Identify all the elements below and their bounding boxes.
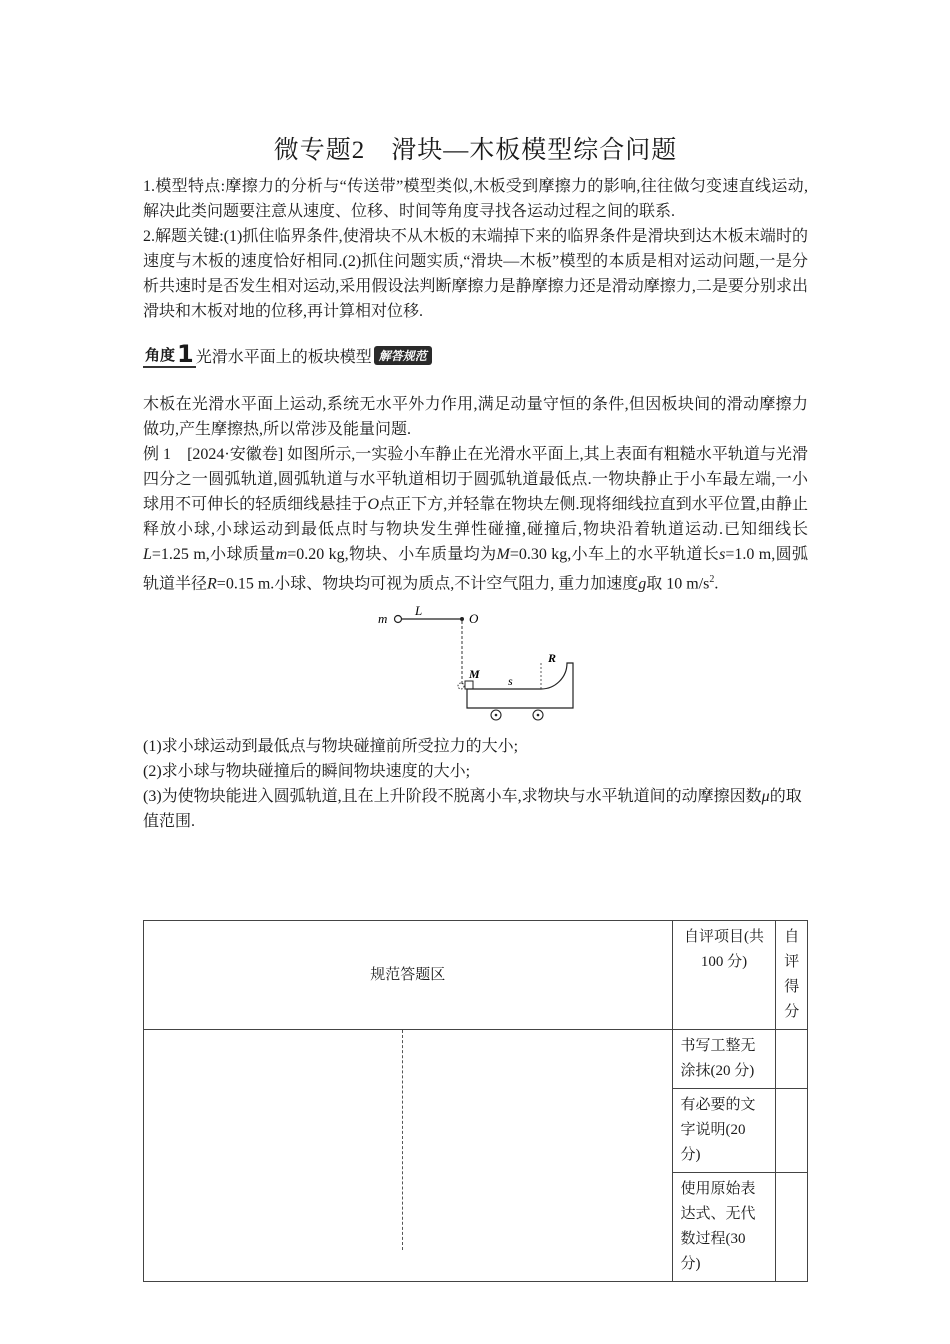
figure-label-O: O bbox=[469, 611, 479, 627]
question-2: (2)求小球与物块碰撞后的瞬间物块速度的大小; bbox=[143, 763, 471, 781]
self-score-header: 自评得分 bbox=[776, 921, 808, 1030]
figure-label-s: s bbox=[508, 674, 513, 689]
score-cell-1[interactable] bbox=[776, 1030, 808, 1089]
angle-heading bbox=[143, 340, 808, 370]
eval-item-1: 书写工整无涂抹(20 分) bbox=[672, 1030, 776, 1089]
figure-label-m: m bbox=[378, 611, 388, 627]
angle-badge-number: 1 bbox=[177, 340, 194, 368]
mu-symbol: μ bbox=[761, 788, 770, 806]
example-1-text: 例 1 [2024·安徽卷] 如图所示,一实验小车静止在光滑水平面上,其上表面有粗糙水平轨道与光滑四分之一圆弧轨道,圆弧轨道与水平轨道相切于圆弧轨道最低点.一物块静止于小车最左端,一小球用不可伸长的轻质细线悬挂于O点正下方,并轻靠在物块左侧.现将细线拉直到水平位置,由静止释放小球,小球运动到最低点时与物块发生弹性碰撞,碰撞后,物块沿着轨道运动.已知细线长L=1.25 m,小球质量m=0.20 kg,物块、小车质量均为M=0.30 kg,小车上的水平轨道长s=1.0 m,圆弧轨道半径R=0.15 m.小球、物块均可视为质点,不计空气阻力, 重力加速度g取 10 $m/s^2$. bbox=[143, 446, 808, 593]
eval-item-2: 有必要的文字说明(20 分) bbox=[672, 1089, 776, 1173]
cart-pendulum-figure bbox=[143, 604, 808, 724]
section-intro: 木板在光滑水平面上运动,系统无水平外力作用,满足动量守恒的条件,但因板块间的滑动摩擦力做功,产生摩擦热,所以常涉及能量问题. bbox=[143, 396, 808, 438]
eval-item-3: 使用原始表达式、无代数过程(30 分) bbox=[672, 1173, 776, 1282]
ball-icon bbox=[395, 616, 402, 623]
figure-svg bbox=[143, 604, 808, 724]
self-evaluation-table bbox=[143, 920, 808, 1282]
document-page bbox=[143, 130, 808, 834]
answer-writing-space[interactable] bbox=[144, 1030, 672, 1250]
cart-body bbox=[467, 663, 573, 708]
score-cell-2[interactable] bbox=[776, 1089, 808, 1173]
question-1: (1)求小球运动到最低点与物块碰撞前所受拉力的大小; bbox=[143, 738, 519, 756]
answer-area[interactable] bbox=[144, 1030, 673, 1282]
self-eval-items-header: 自评项目(共 100 分) bbox=[672, 921, 776, 1030]
answer-area-divider bbox=[402, 1030, 403, 1250]
question-3: (3)为使物块能进入圆弧轨道,且在上升阶段不脱离小车,求物块与水平轨道间的动摩擦因数μ的取值范围. bbox=[143, 788, 802, 831]
figure-label-M: M bbox=[469, 667, 480, 682]
wheel-right-axle bbox=[537, 714, 540, 717]
intro-paragraph-1: 1.模型特点:摩擦力的分析与“传送带”模型类似,木板受到摩擦力的影响,往往做匀变速直线运动,解决此类问题要注意从速度、位移、时间等角度寻找各运动过程之间的联系. bbox=[143, 178, 808, 220]
pivot-point bbox=[460, 617, 464, 621]
block-M bbox=[465, 681, 473, 689]
score-cell-3[interactable] bbox=[776, 1173, 808, 1282]
answer-spec-tag: 解答规范 bbox=[374, 346, 432, 365]
example-source: [2024·安徽卷] bbox=[187, 446, 284, 463]
ball-low-position bbox=[458, 683, 464, 689]
answer-area-header: 规范答题区 bbox=[144, 921, 673, 1030]
example-label: 例 1 bbox=[143, 446, 172, 463]
wheel-left-axle bbox=[495, 714, 498, 717]
page-title: 微专题2 滑块—木板模型综合问题 bbox=[273, 137, 678, 164]
angle-badge-text: 角度 bbox=[145, 345, 176, 364]
angle-title: 光滑水平面上的板块模型 bbox=[195, 348, 372, 366]
figure-label-L: L bbox=[415, 604, 423, 619]
questions-list bbox=[143, 734, 808, 834]
angle-badge bbox=[143, 342, 196, 368]
figure-label-R: R bbox=[548, 651, 557, 666]
intro-paragraph-2: 2.解题关键:(1)抓住临界条件,使滑块不从木板的末端掉下来的临界条件是滑块到达木板末端时的速度与木板的速度恰好相同.(2)抓住问题实质,“滑块—木板”模型的本质是相对运动问题,一是分析共速时是否发生相对运动,采用假设法判断摩擦力是静摩擦力还是滑动摩擦力,二是要分别求出滑块和木板对地的位移,再计算相对位移. bbox=[143, 228, 808, 320]
